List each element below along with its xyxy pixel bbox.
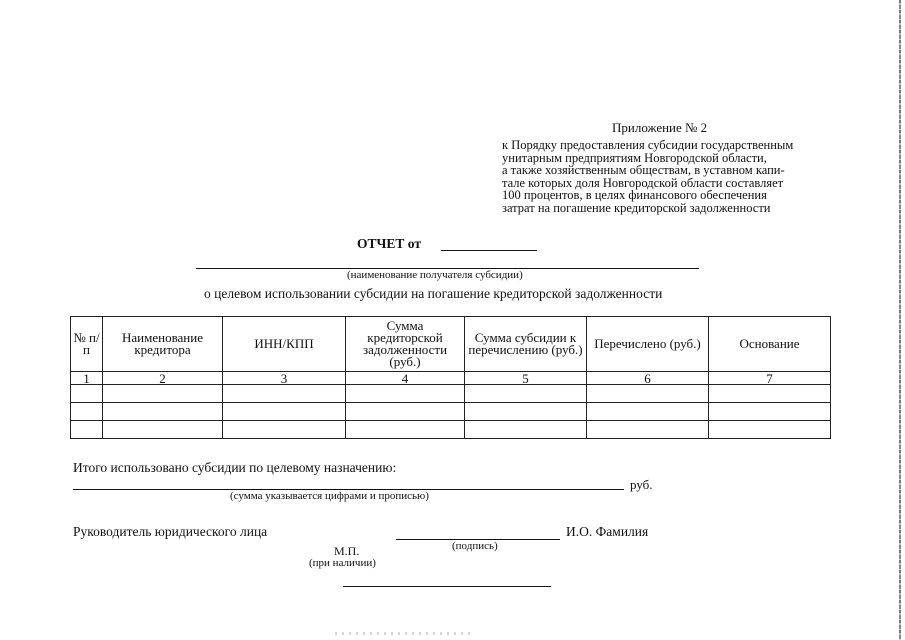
report-title: ОТЧЕТ от: [357, 236, 421, 251]
table-cell: [709, 403, 831, 421]
col-header-subsidy-amount: Сумма субсидии к перечислению (руб.): [465, 317, 587, 372]
column-number: 7: [709, 372, 831, 385]
col-header-basis: Основание: [709, 317, 831, 372]
table-cell: [223, 403, 346, 421]
stamp-hint: (при наличии): [309, 557, 376, 569]
col-header-transferred: Перечислено (руб.): [587, 317, 709, 372]
recipient-hint: (наименование получателя субсидии): [347, 269, 523, 281]
table-cell: [709, 385, 831, 403]
appendix-text: [502, 139, 793, 214]
table-cell: [103, 421, 223, 439]
appendix-line: тале которых доля Новгородской области составляет: [502, 175, 784, 190]
table-cell: [465, 403, 587, 421]
scan-edge-artifact: [899, 0, 901, 640]
column-number: 4: [346, 372, 465, 385]
table-cell: [71, 385, 103, 403]
report-table: [70, 316, 831, 439]
date-blank: [343, 586, 551, 587]
table-cell: [223, 385, 346, 403]
stamp-label: М.П.: [334, 544, 360, 558]
head-name: И.О. Фамилия: [566, 524, 649, 539]
table-cell: [709, 421, 831, 439]
table-cell: [346, 403, 465, 421]
column-number: 3: [223, 372, 346, 385]
table-header-row: [71, 317, 831, 372]
column-number-row: [71, 372, 831, 385]
table-cell: [465, 421, 587, 439]
table-cell: [465, 385, 587, 403]
table-cell: [103, 385, 223, 403]
signature-hint: (подпись): [452, 540, 498, 552]
table-row: [71, 421, 831, 439]
table-cell: [103, 403, 223, 421]
table-cell: [223, 421, 346, 439]
table-cell: [587, 421, 709, 439]
table-cell: [71, 421, 103, 439]
appendix-line: 100 процентов, в целях финансового обеспечения: [502, 188, 767, 202]
appendix-heading: Приложение № 2: [612, 120, 708, 135]
table-cell: [346, 421, 465, 439]
column-number: 1: [71, 372, 103, 385]
column-number: 5: [465, 372, 587, 385]
column-number: 2: [103, 372, 223, 385]
table-cell: [587, 403, 709, 421]
appendix-line: унитарным предприятиям Новгородской области,: [502, 150, 767, 165]
report-purpose: о целевом использовании субсидии на погашение кредиторской задолженности: [204, 286, 663, 301]
table-row: [71, 385, 831, 403]
total-hint: (сумма указывается цифрами и прописью): [230, 490, 429, 502]
col-header-inn-kpp: ИНН/КПП: [223, 317, 346, 372]
total-label: Итого использовано субсидии по целевому назначению:: [73, 460, 397, 475]
table-cell: [346, 385, 465, 403]
report-date-blank: [441, 250, 537, 251]
column-number: 6: [587, 372, 709, 385]
appendix-line: затрат на погашение кредиторской задолженности: [502, 200, 771, 215]
col-header-number: № п/п: [71, 317, 103, 372]
head-of-entity-label: Руководитель юридического лица: [73, 524, 268, 539]
table-row: [71, 403, 831, 421]
scan-noise-artifact: [335, 632, 475, 635]
appendix-line: к Порядку предоставления субсидии государственным: [502, 138, 794, 152]
col-header-debt-amount: Сумма кредиторской задолженности (руб.): [346, 317, 465, 372]
total-unit: руб.: [630, 477, 653, 492]
table-cell: [587, 385, 709, 403]
col-header-creditor: Наименование кредитора: [103, 317, 223, 372]
table-cell: [71, 403, 103, 421]
appendix-line: а также хозяйственным обществам, в уставном капи-: [502, 163, 785, 177]
